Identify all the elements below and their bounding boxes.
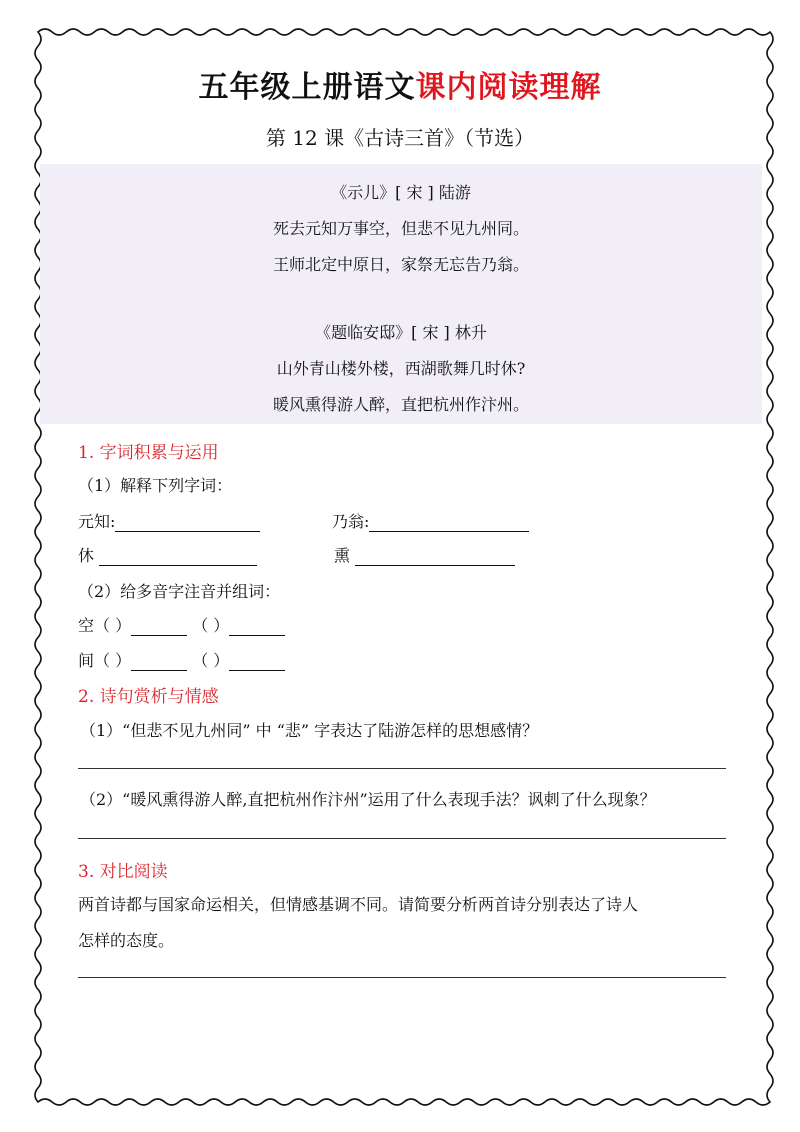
answer-blank[interactable] <box>115 513 260 532</box>
section3-heading: 3. 对比阅读 <box>78 862 168 882</box>
word-naiweng: 乃翁: <box>332 509 529 532</box>
section1-q1: （1）解释下列字词： <box>78 476 233 495</box>
answer-line[interactable] <box>78 768 726 769</box>
poems-panel <box>40 164 762 424</box>
answer-line[interactable] <box>78 977 726 978</box>
section3-text-line2: 怎样的态度。 <box>78 931 175 950</box>
section1-q2: （2）给多音字注音并组词： <box>78 582 281 601</box>
section2-q2: （2）“暖风熏得游人醉,直把杭州作汴州”运用了什么表现手法？讽刺了什么现象？ <box>80 790 656 809</box>
section1-heading: 1. 字词积累与运用 <box>78 443 219 463</box>
section2-heading: 2. 诗句赏析与情感 <box>78 687 219 707</box>
poem1-heading: 《示儿》[ 宋 ] 陆游 <box>331 183 471 202</box>
answer-blank[interactable] <box>229 652 285 671</box>
poem2-line2: 暖风熏得游人醉，直把杭州作汴州。 <box>272 395 529 414</box>
answer-blank[interactable] <box>131 652 187 671</box>
answer-blank[interactable] <box>369 513 529 532</box>
section2-q1: （1）“但悲不见九州同” 中 “悲” 字表达了陆游怎样的思想感情？ <box>80 721 539 740</box>
answer-line[interactable] <box>78 838 726 839</box>
polyphone-kong: 空（ ） （ ） <box>78 613 285 636</box>
answer-blank[interactable] <box>131 617 187 636</box>
poem1-line2: 王师北定中原日，家祭无忘告乃翁。 <box>272 255 529 274</box>
poem2-heading: 《题临安邸》[ 宋 ] 林升 <box>315 323 487 342</box>
word-xiu: 休 <box>78 543 257 566</box>
answer-blank[interactable] <box>229 617 285 636</box>
poem1-line1: 死去元知万事空，但悲不见九州同。 <box>272 219 529 238</box>
polyphone-jian: 间（ ） （ ） <box>78 648 285 671</box>
section3-text-line1: 两首诗都与国家命运相关，但情感基调不同。请简要分析两首诗分别表达了诗人 <box>78 895 639 914</box>
word-xun: 熏 <box>334 543 515 566</box>
answer-blank[interactable] <box>355 547 515 566</box>
poem2-line1: 山外青山楼外楼，西湖歌舞几时休? <box>276 359 526 378</box>
page-title: 五年级上册语文课内阅读理解 <box>198 70 602 105</box>
lesson-subtitle: 第 12 课《古诗三首》（节选） <box>265 126 535 150</box>
answer-blank[interactable] <box>99 547 257 566</box>
word-yuanzhi: 元知: <box>78 509 260 532</box>
